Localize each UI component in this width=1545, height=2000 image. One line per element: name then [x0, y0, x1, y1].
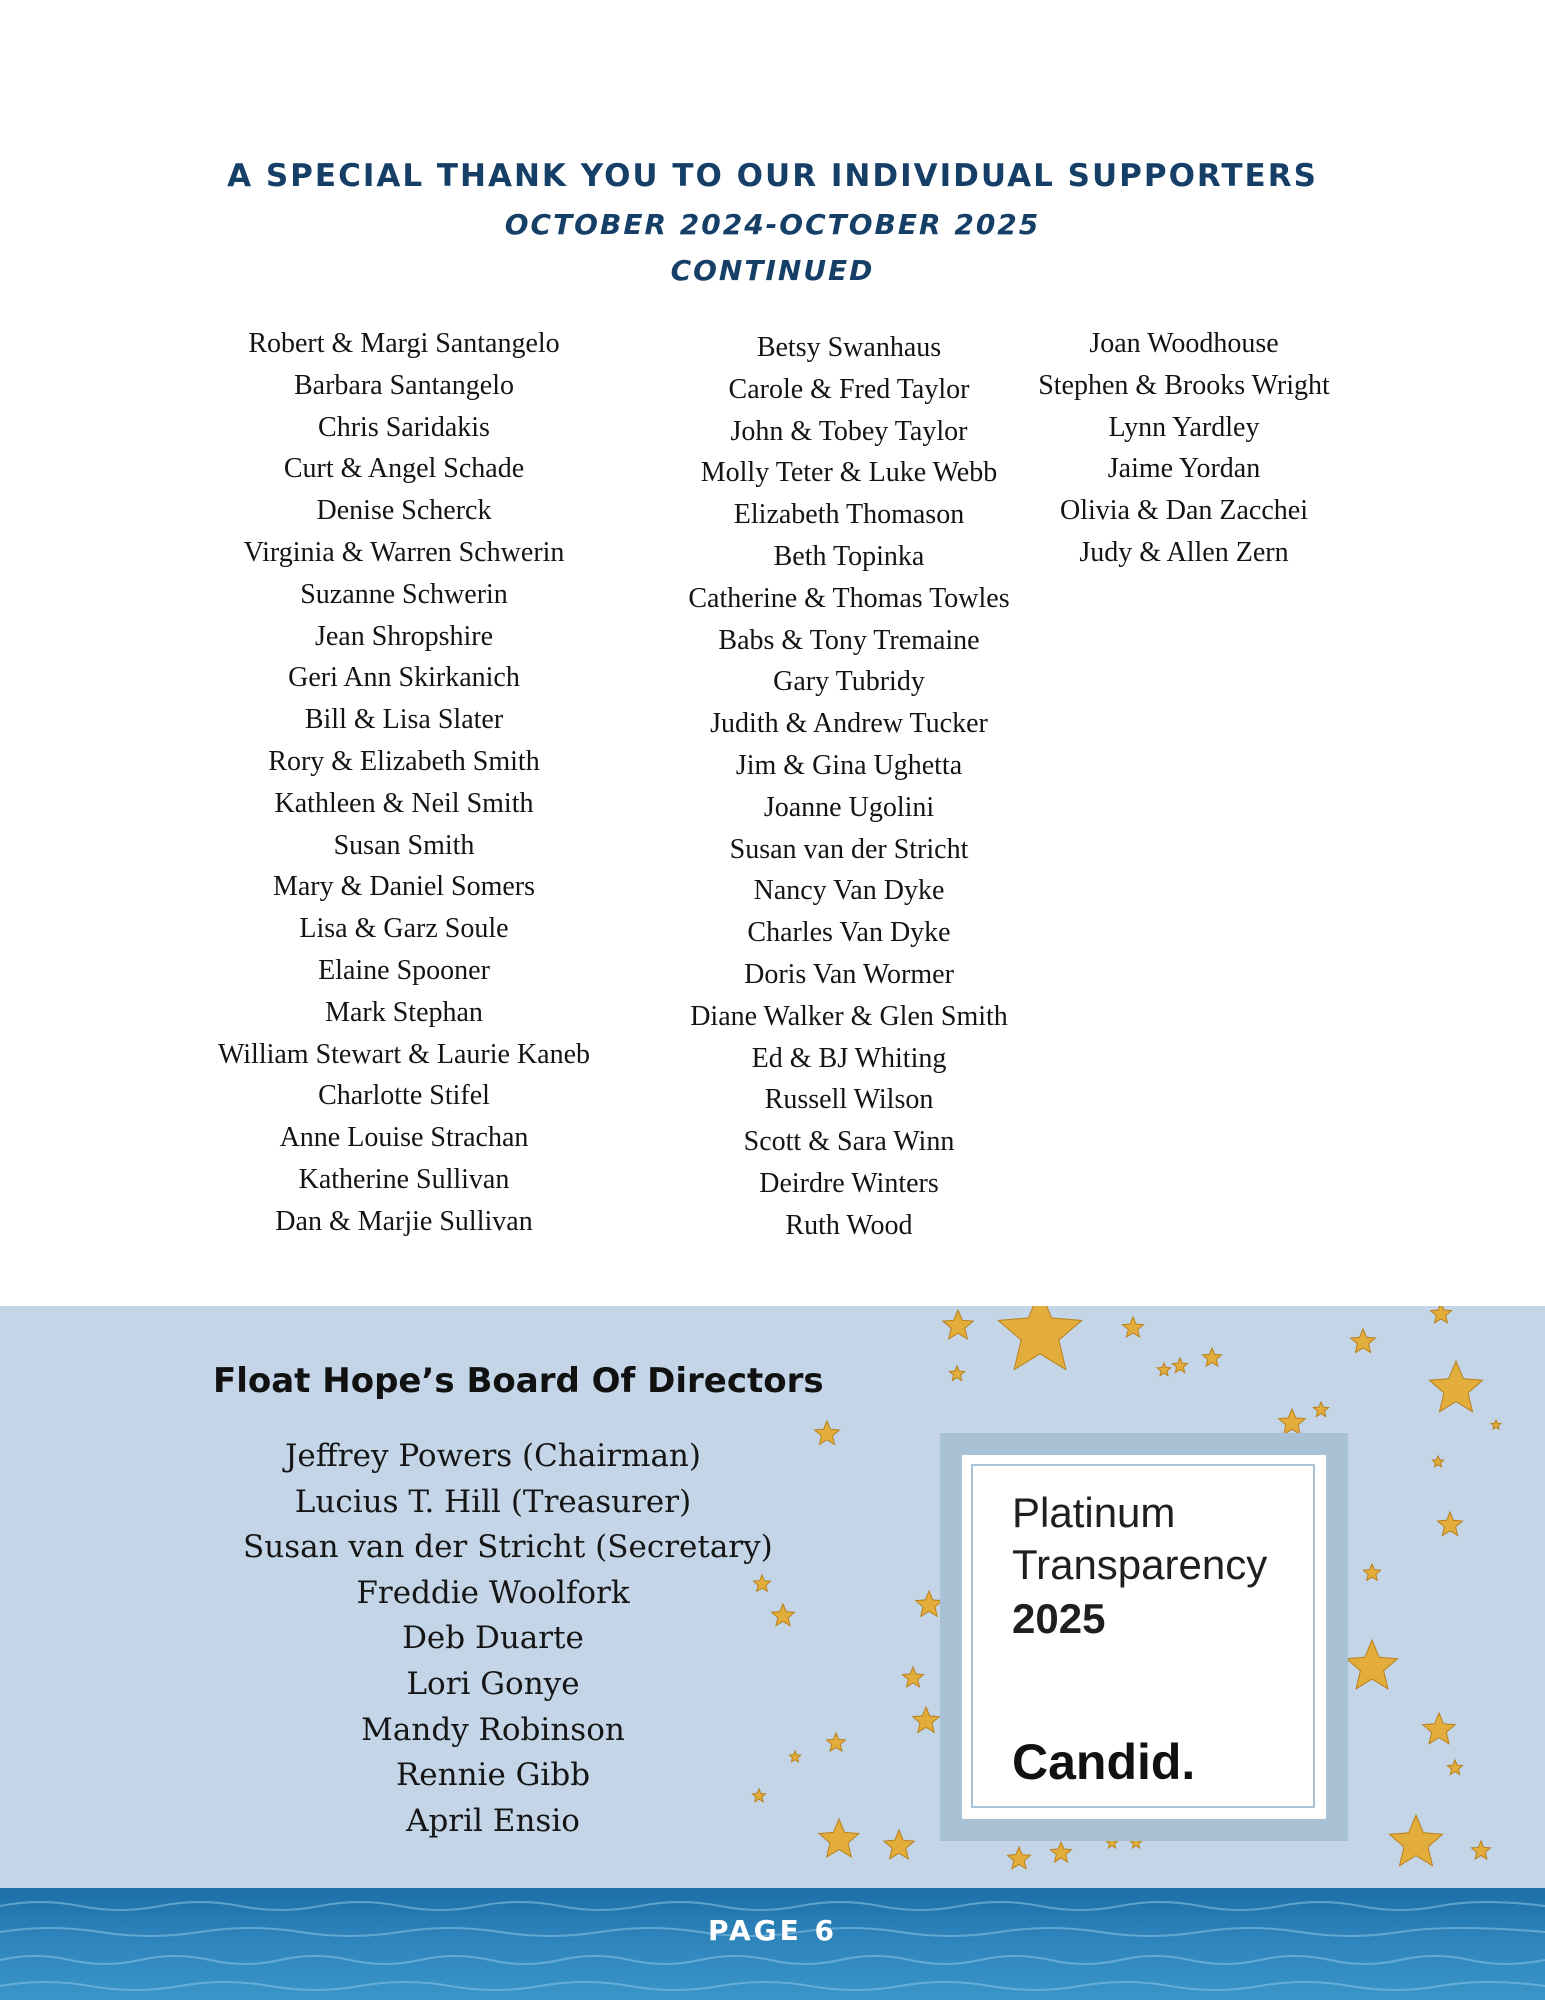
gold-star-icon [1203, 1348, 1222, 1366]
supporter-name: Bill & Lisa Slater [304, 704, 504, 736]
supporter-name: Catherine & Thomas Towles [688, 582, 1010, 614]
supporter-name: Nancy Van Dyke [753, 875, 945, 907]
supporter-name: Joanne Ugolini [763, 791, 935, 823]
supporter-name: Molly Teter & Luke Webb [700, 457, 998, 489]
page-title: A SPECIAL THANK YOU TO OUR INDIVIDUAL SUPPORTERS [227, 158, 1318, 194]
supporter-name: William Stewart & Laurie Kaneb [217, 1038, 591, 1070]
gold-star-icon [1432, 1456, 1443, 1467]
gold-star-icon [884, 1830, 914, 1859]
supporter-name: Elizabeth Thomason [733, 499, 965, 531]
gold-star-icon [1447, 1760, 1462, 1775]
supporter-name: Susan Smith [333, 829, 475, 861]
supporter-name: Robert & Margi Santangelo [248, 328, 560, 359]
supporter-name: Chris Saridakis [318, 411, 490, 443]
supporter-name: Gary Tubridy [773, 666, 925, 698]
supporter-name: Charlotte Stifel [318, 1080, 490, 1112]
supporter-name: Kathleen & Neil Smith [274, 787, 534, 819]
supporter-name: Diane Walker & Glen Smith [690, 1000, 1008, 1032]
supporter-name: Scott & Sara Winn [743, 1126, 955, 1158]
badge-line-2: Transparency [1012, 1541, 1268, 1588]
board-member: Lucius T. Hill (Treasurer) [294, 1483, 692, 1520]
supporter-name: Barbara Santangelo [293, 369, 515, 401]
supporter-name: Denise Scherck [316, 495, 492, 527]
supporter-name: Elaine Spooner [318, 954, 490, 986]
badge-line-1: Platinum [1012, 1489, 1176, 1536]
gold-star-icon [827, 1733, 846, 1751]
supporter-name: Olivia & Dan Zacchei [1059, 495, 1308, 527]
supporters-column-1 [154, 323, 654, 1243]
gold-star-icon [1313, 1402, 1328, 1417]
supporter-name: Rory & Elizabeth Smith [268, 745, 540, 777]
supporter-name: Virginia & Warren Schwerin [243, 536, 565, 568]
supporter-name: Joan Woodhouse [1089, 328, 1279, 359]
candid-transparency-badge [940, 1433, 1348, 1841]
supporter-name: Babs & Tony Tremaine [718, 624, 980, 656]
gold-star-icon [789, 1751, 800, 1762]
gold-star-icon [1431, 1306, 1452, 1323]
gold-star-icon [949, 1366, 964, 1381]
gold-star-icon [1157, 1363, 1170, 1376]
gold-star-icon [1423, 1713, 1455, 1744]
gold-star-icon [943, 1310, 973, 1339]
supporters-column-2 [649, 327, 1049, 1247]
board-member: Jeffrey Powers (Chairman) [285, 1438, 701, 1474]
supporter-name: Dan & Marjie Sullivan [275, 1205, 533, 1237]
supporter-name: Curt & Angel Schade [283, 453, 525, 485]
gold-star-icon [752, 1789, 765, 1802]
gold-star-icon [1123, 1317, 1144, 1337]
board-members-list [243, 1434, 773, 1844]
supporter-name: Carole & Fred Taylor [728, 373, 970, 405]
gold-star-icon [1491, 1420, 1501, 1429]
supporter-name: Betsy Swanhaus [756, 332, 942, 363]
board-member: April Ensio [406, 1802, 580, 1839]
gold-star-icon [1051, 1842, 1072, 1862]
supporter-name: Stephen & Brooks Wright [1038, 369, 1330, 401]
board-member: Deb Duarte [402, 1620, 584, 1657]
supporter-name: Jaime Yordan [1107, 453, 1261, 485]
gold-star-icon [1389, 1815, 1442, 1866]
gold-star-icon [772, 1604, 795, 1626]
board-member: Rennie Gibb [395, 1757, 591, 1794]
supporter-name: Judith & Andrew Tucker [710, 708, 988, 740]
gold-star-icon [1346, 1640, 1397, 1689]
supporter-name: Mary & Daniel Somers [272, 871, 536, 903]
supporter-name: Doris Van Wormer [744, 958, 954, 990]
gold-star-icon [1472, 1841, 1491, 1859]
supporter-name: Lynn Yardley [1108, 411, 1260, 443]
gold-star-icon [903, 1667, 924, 1687]
supporter-name: Jean Shropshire [314, 620, 494, 652]
supporter-name: John & Tobey Taylor [730, 415, 968, 447]
supporter-name: Anne Louise Strachan [279, 1122, 529, 1154]
board-title: Float Hope’s Board Of Directors [213, 1361, 824, 1401]
gold-star-icon [916, 1591, 943, 1616]
gold-star-icon [1429, 1361, 1482, 1412]
supporter-name: Judy & Allen Zern [1079, 536, 1289, 568]
continued-label: CONTINUED [670, 254, 875, 287]
supporter-name: Katherine Sullivan [298, 1163, 510, 1195]
candid-logo-text: Candid. [1012, 1734, 1196, 1790]
gold-star-icon [1438, 1512, 1463, 1536]
supporter-name: Deirdre Winters [759, 1167, 939, 1199]
supporter-name: Susan van der Stricht [729, 833, 969, 865]
page-number: PAGE 6 [708, 1914, 837, 1947]
gold-star-icon [1351, 1329, 1376, 1353]
supporter-name: Charles Van Dyke [747, 917, 951, 949]
supporter-name: Mark Stephan [325, 996, 483, 1028]
board-member: Mandy Robinson [361, 1711, 625, 1748]
gold-star-icon [1172, 1358, 1187, 1373]
gold-star-icon [998, 1306, 1082, 1370]
supporter-name: Beth Topinka [773, 540, 925, 572]
supporter-name: Ruth Wood [785, 1209, 913, 1241]
gold-star-icon [913, 1707, 940, 1732]
supporter-name: Geri Ann Skirkanich [288, 662, 520, 694]
gold-star-icon [815, 1421, 840, 1445]
gold-star-icon [753, 1575, 770, 1591]
supporter-name: Russell Wilson [764, 1084, 934, 1116]
supporter-name: Lisa & Garz Soule [299, 913, 509, 945]
board-member: Freddie Woolfork [356, 1574, 630, 1611]
supporter-name: Jim & Gina Ughetta [735, 749, 963, 781]
date-range-subtitle: OCTOBER 2024-OCTOBER 2025 [504, 208, 1041, 241]
supporter-name: Suzanne Schwerin [300, 578, 508, 610]
supporter-name: Ed & BJ Whiting [751, 1042, 947, 1074]
gold-star-icon [819, 1819, 859, 1857]
supporters-column-3 [1004, 323, 1364, 574]
gold-star-icon [1363, 1564, 1380, 1580]
gold-star-icon [1008, 1847, 1031, 1869]
board-member: Susan van der Stricht (Secretary) [243, 1529, 773, 1566]
gold-star-icon [1279, 1409, 1306, 1434]
badge-year: 2025 [1012, 1595, 1106, 1642]
board-member: Lori Gonye [406, 1665, 580, 1702]
